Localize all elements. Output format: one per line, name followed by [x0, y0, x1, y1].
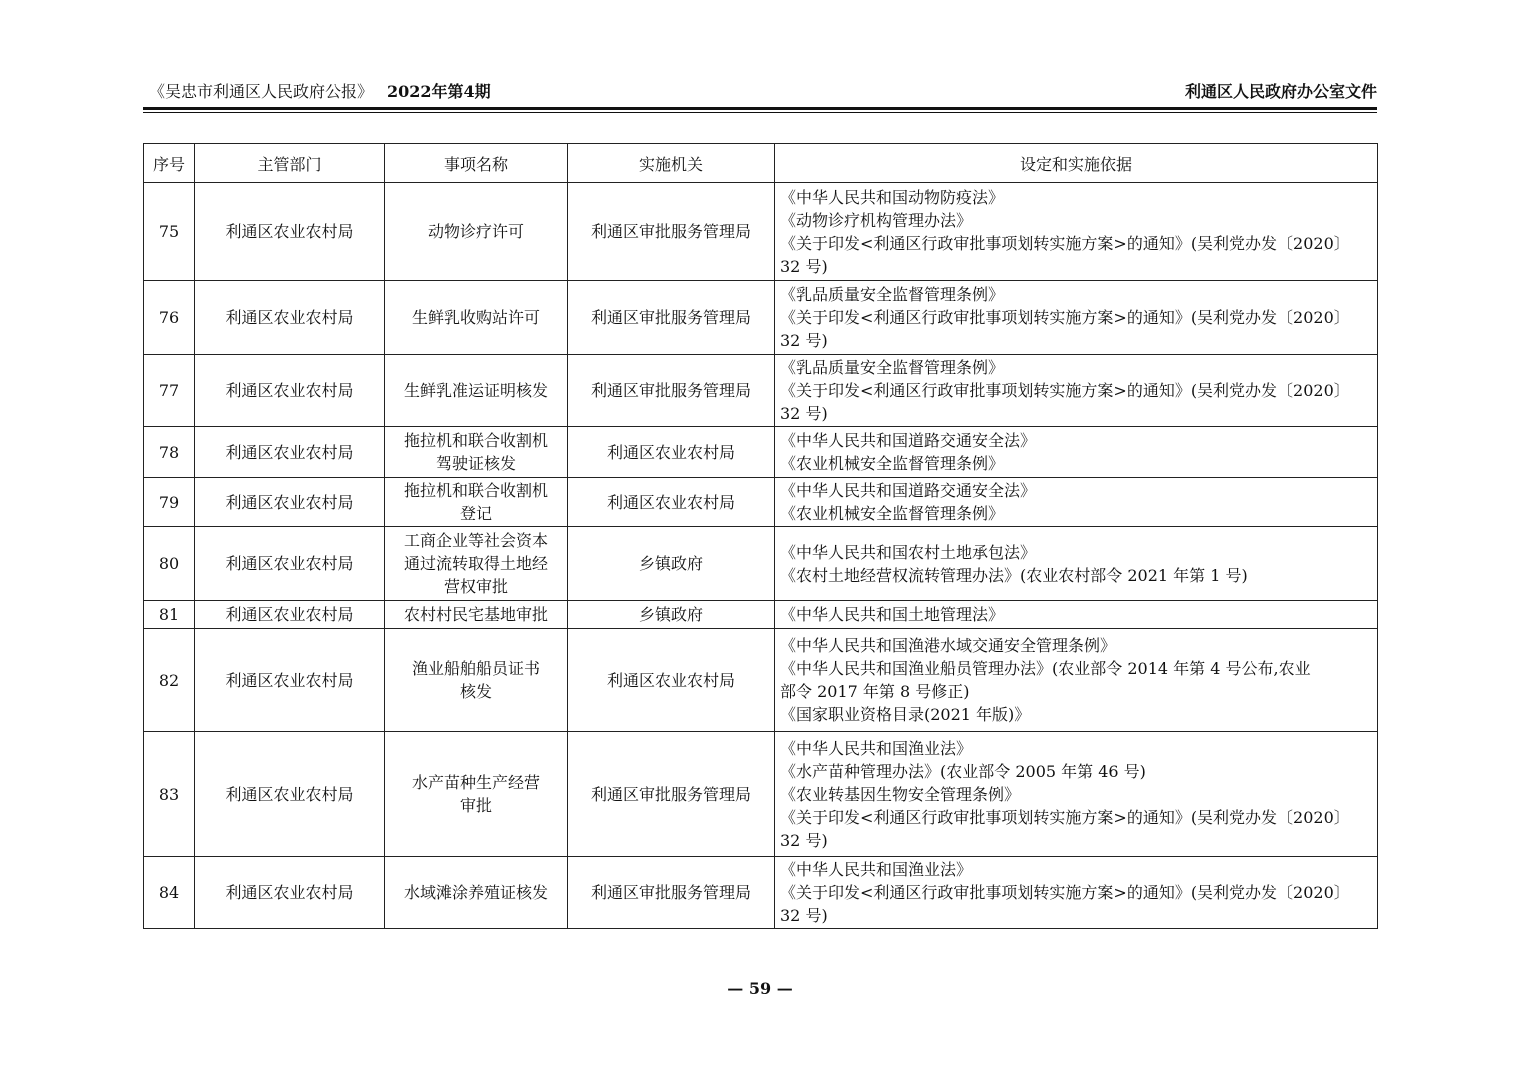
- table-row: [144, 601, 1378, 629]
- table-row: [144, 527, 1378, 601]
- basis-line: 《中华人民共和国道路交通安全法》: [780, 481, 1037, 500]
- cell-no: 81: [144, 601, 195, 629]
- cell-agency: 利通区审批服务管理局: [568, 355, 775, 427]
- cell-basis: [775, 355, 1378, 427]
- cell-agency: 利通区农业农村局: [568, 427, 775, 478]
- cell-no: 80: [144, 527, 195, 601]
- cell-dept: 利通区农业农村局: [195, 183, 385, 281]
- item-name-line: 水域滩涂养殖证核发: [403, 883, 548, 902]
- cell-item: [385, 601, 568, 629]
- col-header-agency: 实施机关: [568, 144, 775, 183]
- header-rule-thick: [143, 107, 1377, 110]
- page-header: [143, 80, 1377, 106]
- item-name-line: 审批: [459, 796, 492, 815]
- basis-line: 《中华人民共和国农村土地承包法》: [780, 542, 1037, 562]
- basis-line: 《农业机械安全监督管理条例》: [780, 504, 1005, 523]
- cell-item: [385, 478, 568, 527]
- col-header-item: 事项名称: [385, 144, 568, 183]
- basis-line: 32 号): [780, 404, 828, 423]
- publication-name: 《吴忠市利通区人民政府公报》: [149, 82, 374, 101]
- item-name-line: 农村村民宅基地审批: [403, 605, 548, 624]
- cell-agency: 利通区农业农村局: [568, 629, 775, 732]
- cell-dept: 利通区农业农村局: [195, 478, 385, 527]
- cell-dept: 利通区农业农村局: [195, 732, 385, 857]
- cell-basis: [775, 478, 1378, 527]
- table-row: [144, 355, 1378, 427]
- cell-dept: 利通区农业农村局: [195, 281, 385, 355]
- cell-no: 75: [144, 183, 195, 281]
- cell-dept: 利通区农业农村局: [195, 629, 385, 732]
- basis-line: 32 号): [780, 830, 828, 850]
- cell-basis: [775, 427, 1378, 478]
- item-name-line: 拖拉机和联合收割机: [403, 431, 548, 450]
- cell-basis: [775, 281, 1378, 355]
- issuer-name: 利通区人民政府办公室文件: [1184, 82, 1377, 101]
- basis-line: 《乳品质量安全监督管理条例》: [780, 358, 1005, 377]
- basis-line: 《中华人民共和国动物防疫法》: [780, 187, 1005, 207]
- issue-number: 2022年第4期: [387, 82, 491, 101]
- cell-no: 77: [144, 355, 195, 427]
- approval-items-table: [143, 143, 1378, 929]
- col-header-no: 序号: [144, 144, 195, 183]
- cell-no: 84: [144, 857, 195, 929]
- cell-agency: 利通区审批服务管理局: [568, 281, 775, 355]
- cell-agency: 利通区审批服务管理局: [568, 732, 775, 857]
- basis-line: 《乳品质量安全监督管理条例》: [780, 285, 1005, 304]
- basis-line: 《中华人民共和国道路交通安全法》: [780, 431, 1037, 450]
- basis-line: 部令 2017 年第 8 号修正): [780, 682, 970, 701]
- page-number: — 59 —: [727, 979, 793, 998]
- basis-line: 《关于印发<利通区行政审批事项划转实施方案>的通知》(吴利党办发〔2020〕: [780, 883, 1350, 902]
- cell-basis: [775, 629, 1378, 732]
- item-name-line: 通过流转取得土地经: [403, 554, 548, 573]
- cell-item: [385, 732, 568, 857]
- table-row: [144, 183, 1378, 281]
- cell-item: [385, 281, 568, 355]
- basis-line: 《水产苗种管理办法》(农业部令 2005 年第 46 号): [780, 761, 1146, 781]
- basis-line: 《中华人民共和国渔业法》: [780, 860, 973, 879]
- item-name-line: 动物诊疗许可: [427, 222, 524, 241]
- header-publication-line: [149, 80, 491, 104]
- table-row: [144, 857, 1378, 929]
- item-name-line: 驾驶证核发: [435, 454, 516, 473]
- col-header-basis: 设定和实施依据: [775, 144, 1378, 183]
- table-body: [144, 183, 1378, 929]
- table-header-row: [144, 144, 1378, 183]
- cell-dept: 利通区农业农村局: [195, 427, 385, 478]
- cell-dept: 利通区农业农村局: [195, 857, 385, 929]
- item-name-line: 生鲜乳收购站许可: [411, 308, 540, 327]
- basis-line: 32 号): [780, 906, 828, 925]
- item-name-line: 拖拉机和联合收割机: [403, 481, 548, 500]
- cell-dept: 利通区农业农村局: [195, 601, 385, 629]
- item-name-line: 核发: [459, 682, 492, 701]
- col-header-dept: 主管部门: [195, 144, 385, 183]
- table-row: [144, 478, 1378, 527]
- cell-dept: 利通区农业农村局: [195, 527, 385, 601]
- item-name-line: 营权审批: [443, 577, 508, 596]
- item-name-line: 生鲜乳准运证明核发: [403, 381, 548, 400]
- basis-line: 《中华人民共和国渔业法》: [780, 738, 973, 758]
- cell-basis: [775, 527, 1378, 601]
- cell-agency: 乡镇政府: [568, 527, 775, 601]
- cell-basis: [775, 732, 1378, 857]
- cell-agency: 乡镇政府: [568, 601, 775, 629]
- cell-agency: 利通区农业农村局: [568, 478, 775, 527]
- cell-basis: [775, 857, 1378, 929]
- basis-line: 《国家职业资格目录(2021 年版)》: [780, 705, 1031, 724]
- table-row: [144, 732, 1378, 857]
- basis-line: 32 号): [780, 256, 828, 276]
- basis-line: 《中华人民共和国土地管理法》: [780, 605, 1005, 624]
- cell-item: [385, 183, 568, 281]
- table-row: [144, 281, 1378, 355]
- basis-line: 《关于印发<利通区行政审批事项划转实施方案>的通知》(吴利党办发〔2020〕: [780, 807, 1350, 827]
- basis-line: 《动物诊疗机构管理办法》: [780, 210, 973, 230]
- item-name-line: 工商企业等社会资本: [403, 531, 548, 550]
- cell-no: 83: [144, 732, 195, 857]
- cell-item: [385, 355, 568, 427]
- item-name-line: 渔业船舶船员证书: [411, 659, 540, 678]
- item-name-line: 水产苗种生产经营: [411, 773, 540, 792]
- basis-line: 《农业转基因生物安全管理条例》: [780, 784, 1021, 804]
- cell-agency: 利通区审批服务管理局: [568, 183, 775, 281]
- basis-line: 《关于印发<利通区行政审批事项划转实施方案>的通知》(吴利党办发〔2020〕: [780, 233, 1350, 253]
- basis-line: 《中华人民共和国渔港水域交通安全管理条例》: [780, 636, 1117, 655]
- basis-line: 《关于印发<利通区行政审批事项划转实施方案>的通知》(吴利党办发〔2020〕: [780, 381, 1350, 400]
- cell-item: [385, 629, 568, 732]
- basis-line: 《关于印发<利通区行政审批事项划转实施方案>的通知》(吴利党办发〔2020〕: [780, 308, 1350, 327]
- table-row: [144, 427, 1378, 478]
- cell-agency: 利通区审批服务管理局: [568, 857, 775, 929]
- cell-basis: [775, 601, 1378, 629]
- basis-line: 《农业机械安全监督管理条例》: [780, 454, 1005, 473]
- basis-line: 《农村土地经营权流转管理办法》(农业农村部令 2021 年第 1 号): [780, 565, 1248, 585]
- cell-no: 76: [144, 281, 195, 355]
- cell-no: 78: [144, 427, 195, 478]
- cell-item: [385, 527, 568, 601]
- cell-item: [385, 857, 568, 929]
- item-name-line: 登记: [459, 504, 492, 523]
- basis-line: 《中华人民共和国渔业船员管理办法》(农业部令 2014 年第 4 号公布,农业: [780, 659, 1311, 678]
- cell-dept: 利通区农业农村局: [195, 355, 385, 427]
- header-rule-thin: [143, 112, 1377, 113]
- table-row: [144, 629, 1378, 732]
- cell-item: [385, 427, 568, 478]
- cell-no: 79: [144, 478, 195, 527]
- basis-line: 32 号): [780, 331, 828, 350]
- cell-no: 82: [144, 629, 195, 732]
- cell-basis: [775, 183, 1378, 281]
